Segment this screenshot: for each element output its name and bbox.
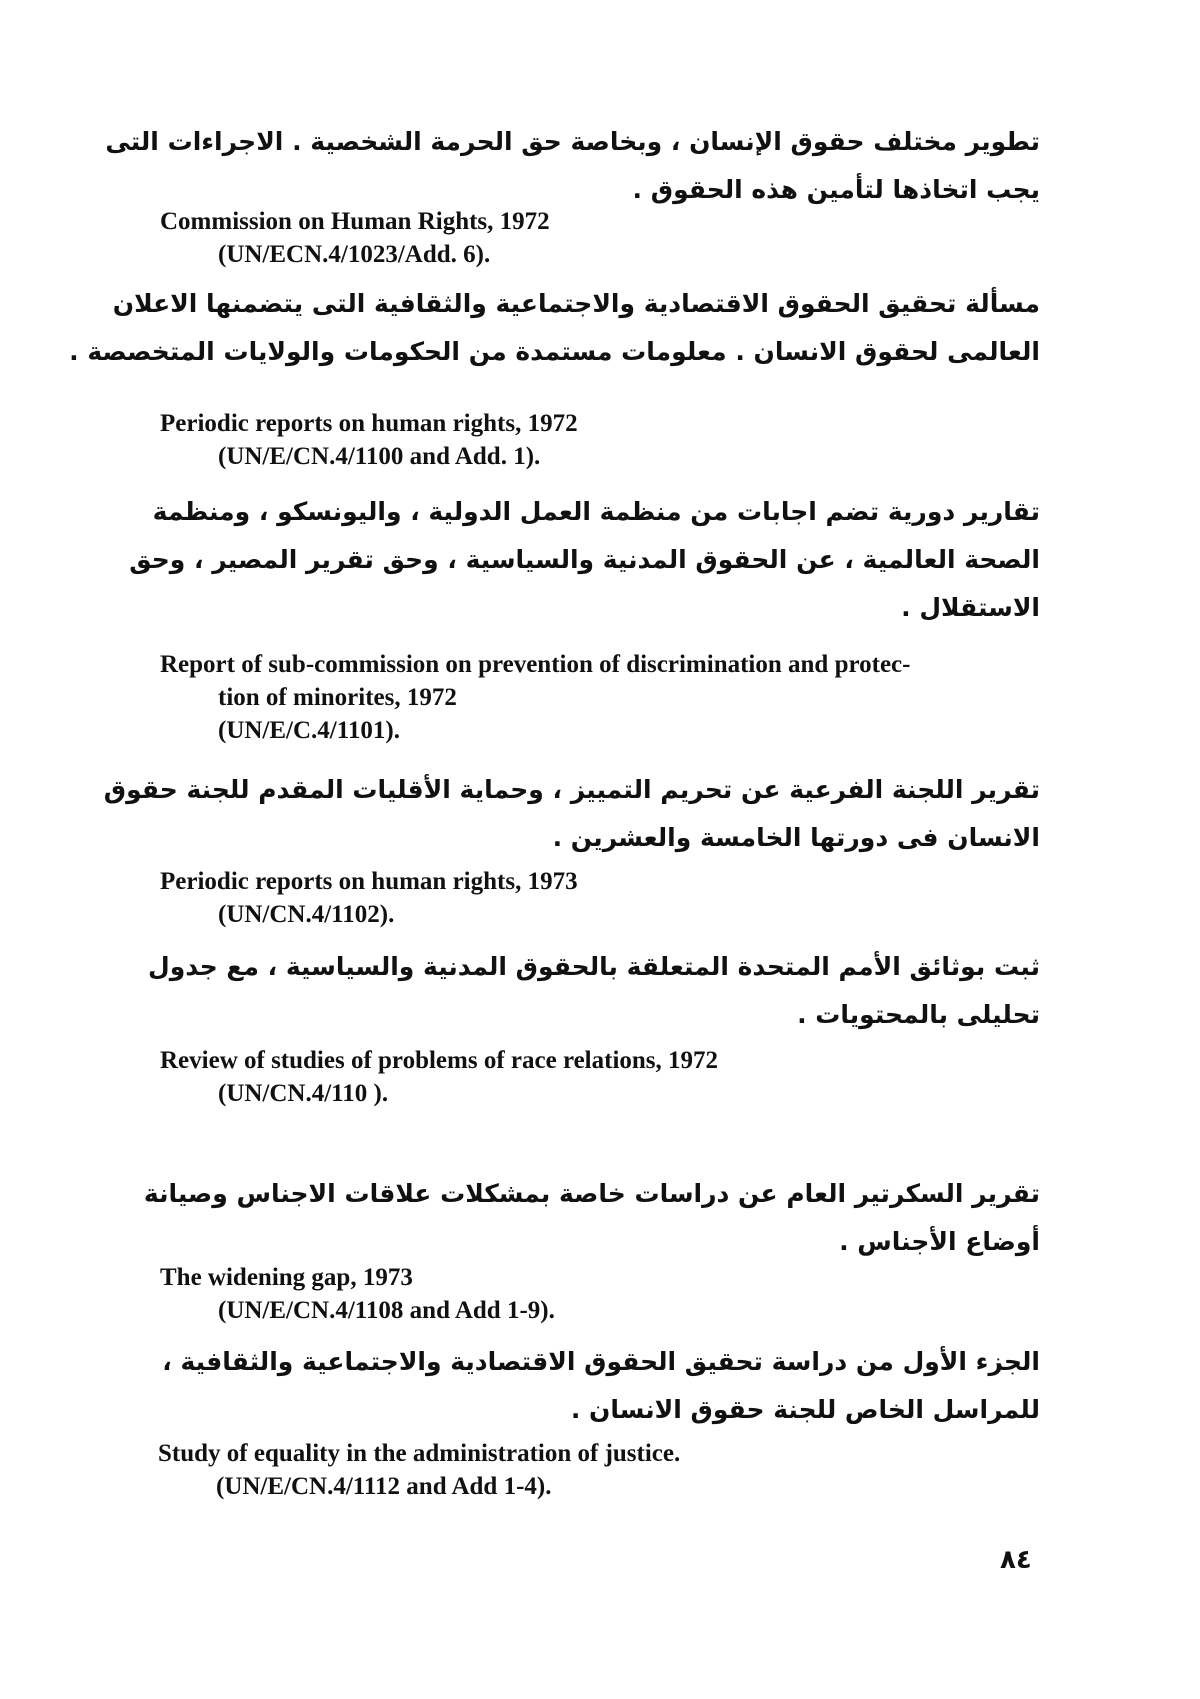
arabic-line: الصحة العالمية ، عن الحقوق المدنية والسياسية ، وحق تقرير المصير ، وحق xyxy=(129,545,1040,574)
arabic-line: مسألة تحقيق الحقوق الاقتصادية والاجتماعية والثقافية التى يتضمنها الاعلان xyxy=(112,289,1040,318)
arabic-line: يجب اتخاذها لتأمين هذه الحقوق . xyxy=(632,175,1040,204)
citation-title: Report of sub-commission on prevention of discrimination and protec- xyxy=(160,651,911,678)
arabic-paragraph xyxy=(69,280,1040,376)
arabic-line: الانسان فى دورتها الخامسة والعشرين . xyxy=(552,823,1040,852)
citation-reference: (UN/E/CN.4/1108 and Add 1-9). xyxy=(218,1297,555,1324)
arabic-line: تقرير السكرتير العام عن دراسات خاصة بمشكلات علاقات الاجناس وصيانة xyxy=(143,1179,1040,1208)
arabic-line: العالمى لحقوق الانسان . معلومات مستمدة من الحكومات والولايات المتخصصة . xyxy=(69,337,1040,366)
citation-title: Study of equality in the administration of justice. xyxy=(158,1440,681,1467)
arabic-paragraph xyxy=(160,1338,1040,1434)
citation-reference: (UN/CN.4/110 ). xyxy=(218,1080,389,1107)
citation-title: The widening gap, 1973 xyxy=(160,1264,413,1291)
arabic-line: الاستقلال . xyxy=(901,593,1040,622)
citation-reference: (UN/E/C.4/1101). xyxy=(218,717,400,744)
citation-reference: (UN/CN.4/1102). xyxy=(218,901,395,928)
citation-reference: (UN/E/CN.4/1100 and Add. 1). xyxy=(218,443,541,470)
english-citation xyxy=(160,865,578,931)
citation-title: Commission on Human Rights, 1972 xyxy=(160,208,550,235)
citation-title: Review of studies of problems of race relations, 1972 xyxy=(160,1047,719,1074)
arabic-paragraph xyxy=(143,1170,1040,1266)
citation-title-continued: tion of minorites, 1972 xyxy=(218,684,457,711)
arabic-paragraph xyxy=(105,118,1040,214)
english-citation xyxy=(158,1437,680,1503)
arabic-line: أوضاع الأجناس . xyxy=(839,1227,1040,1256)
arabic-paragraph xyxy=(129,488,1040,632)
page-number: ٨٤ xyxy=(1000,1545,1032,1575)
arabic-paragraph xyxy=(103,766,1040,862)
arabic-paragraph xyxy=(148,943,1040,1039)
english-citation xyxy=(160,1044,718,1110)
arabic-line: تطوير مختلف حقوق الإنسان ، وبخاصة حق الحرمة الشخصية . الاجراءات التى xyxy=(105,127,1040,156)
arabic-line: تقارير دورية تضم اجابات من منظمة العمل الدولية ، واليونسكو ، ومنظمة xyxy=(152,497,1040,526)
arabic-line: الجزء الأول من دراسة تحقيق الحقوق الاقتصادية والاجتماعية والثقافية ، xyxy=(162,1347,1040,1376)
english-citation xyxy=(160,407,578,473)
arabic-line: ثبت بوثائق الأمم المتحدة المتعلقة بالحقوق المدنية والسياسية ، مع جدول xyxy=(148,952,1040,981)
citation-title: Periodic reports on human rights, 1972 xyxy=(160,410,578,437)
citation-reference: (UN/E/CN.4/1112 and Add 1-4). xyxy=(216,1473,552,1500)
arabic-line: للمراسل الخاص للجنة حقوق الانسان . xyxy=(570,1395,1040,1424)
arabic-line: تحليلى بالمحتويات . xyxy=(797,1000,1040,1029)
english-citation xyxy=(160,1261,555,1327)
english-citation xyxy=(160,648,910,747)
citation-reference: (UN/ECN.4/1023/Add. 6). xyxy=(218,241,491,268)
citation-title: Periodic reports on human rights, 1973 xyxy=(160,868,578,895)
arabic-line: تقرير اللجنة الفرعية عن تحريم التمييز ، وحماية الأقليات المقدم للجنة حقوق xyxy=(103,775,1040,804)
english-citation xyxy=(160,205,550,271)
